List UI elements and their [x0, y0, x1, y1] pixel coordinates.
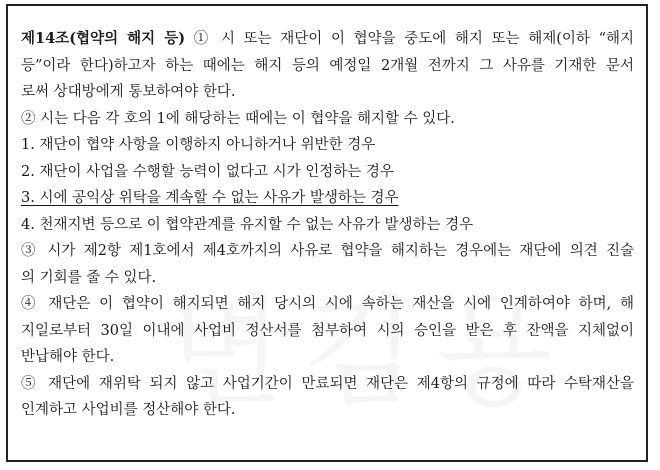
- list-item-1: 1. 재단이 협약 사항을 이행하지 아니하거나 위반한 경우: [21, 137, 376, 153]
- document-line-14: ⑤ 재단에 재위탁 되지 않고 사업기간이 만료되면 재단은 제4항의 규정에 따라 수탁재산을: [21, 375, 634, 392]
- document-line-9: ③ 시가 제2항 제1호에서 제4호까지의 사유로 협약을 해지하는 경우에는 재단에 의견 진술: [21, 243, 634, 259]
- list-item-2: 2. 재단이 사업을 수행할 능력이 없다고 시가 인정하는 경우: [21, 163, 394, 180]
- document-line-10: 의 기회를 줄 수 있다.: [21, 269, 157, 286]
- document-line-15: 인계하고 사업비를 정산해야 한다.: [21, 402, 236, 418]
- list-item-3-text: 3. 시에 공익상 위탁을 계속할 수 없는 사유가 발생하는 경우: [21, 190, 399, 206]
- clause-1-part-1: ① 시 또는 재단이 이 협약을 중도에 해지 또는 해제(이하 “해지: [193, 31, 634, 47]
- list-item-3: [21, 185, 634, 212]
- document-line-4: ② 시는 다음 각 호의 1에 해당하는 때에는 이 협약을 해지할 수 있다.: [21, 110, 455, 127]
- document-box: [6, 4, 648, 462]
- document-line-13: 반납해야 한다.: [21, 349, 115, 365]
- document-line-12: 지일로부터 30일 이내에 사업비 정산서를 첨부하여 시의 승인을 받은 후 잔액을 지체없이: [21, 322, 634, 339]
- document-line-2: 등”이라 한다)하고자 하는 때에는 해지 등의 예정일 2개월 전까지 그 사유를 기재한 문서: [21, 57, 634, 74]
- document-line-11: ④ 재단은 이 협약이 해지되면 해지 당시의 시에 속하는 재산을 시에 인계하여야 하며, 해: [21, 296, 634, 312]
- document-line-1: [21, 26, 634, 53]
- list-item-4: 4. 천재지변 등으로 이 협약관계를 유지할 수 없는 사유가 발생하는 경우: [21, 216, 474, 233]
- document-line-3: 로써 상대방에게 통보하여야 한다.: [21, 84, 236, 100]
- article-title: 제14조(협약의 해지 등): [21, 30, 186, 47]
